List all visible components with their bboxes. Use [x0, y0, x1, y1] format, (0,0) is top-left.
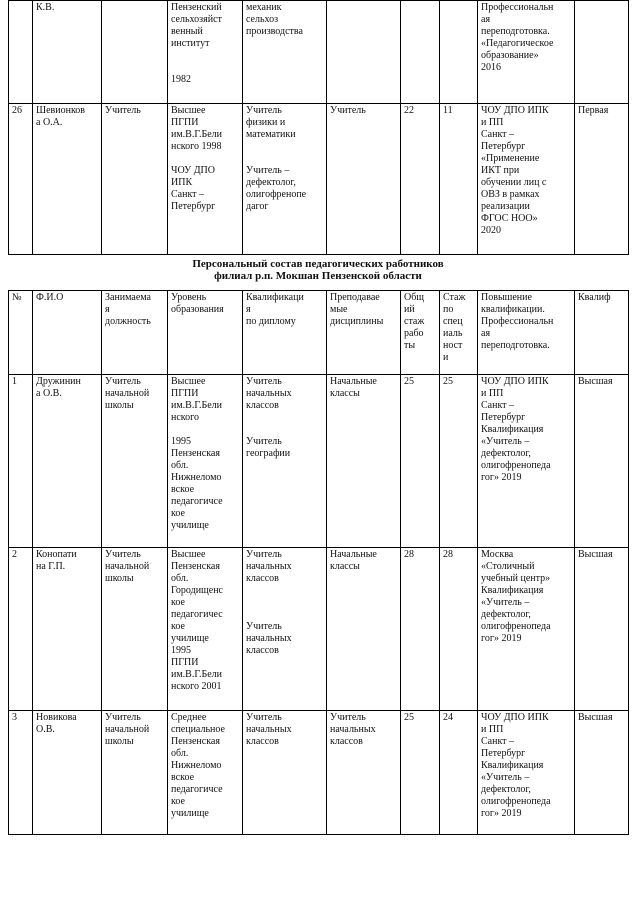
- table-cell: Среднее специальное Пензенская обл. Нижнеломо вское педагогичсе кое училище: [168, 711, 243, 835]
- table-cell: Высшая: [575, 711, 629, 835]
- table-cell: Профессиональн ая переподготовка. «Педагогическое образование» 2016: [478, 1, 575, 104]
- column-header: Занимаема я должность: [102, 291, 168, 375]
- column-header: Преподавае мые дисциплины: [327, 291, 401, 375]
- table-cell: 28: [401, 548, 440, 711]
- table-cell: Дружинин а О.В.: [33, 375, 102, 548]
- table-cell: 1: [9, 375, 33, 548]
- table-row: [9, 375, 629, 548]
- table-cell: 11: [440, 104, 478, 255]
- column-header: Квалиф: [575, 291, 629, 375]
- table-cell: Высшее ПГПИ им.В.Г.Бели нского 1998 ЧОУ ДПО ИПК Санкт – Петербург: [168, 104, 243, 255]
- column-header: Стаж по спец иаль ност и: [440, 291, 478, 375]
- table-cell: 3: [9, 711, 33, 835]
- table-cell: Учитель начальной школы: [102, 548, 168, 711]
- section-heading-line-2: филиал р.п. Мокшан Пензенской области: [214, 270, 422, 282]
- table-cell: [440, 1, 478, 104]
- table-cell: Учитель начальных классов: [327, 711, 401, 835]
- table-cell: Конопати на Г.П.: [33, 548, 102, 711]
- table-row: [9, 548, 629, 711]
- table-cell: 28: [440, 548, 478, 711]
- table-cell: ЧОУ ДПО ИПК и ПП Санкт – Петербург «Применение ИКТ при обучении лиц с ОВЗ в рамках реализации ФГОС НОО» 2020: [478, 104, 575, 255]
- column-header: Ф.И.О: [33, 291, 102, 375]
- table-cell: Шевионков а О.А.: [33, 104, 102, 255]
- column-header: Повышение квалификации. Профессиональн ая переподготовка.: [478, 291, 575, 375]
- table-cell: 24: [440, 711, 478, 835]
- table-cell: Первая: [575, 104, 629, 255]
- table-cell: Учитель: [102, 104, 168, 255]
- table-cell: 25: [401, 375, 440, 548]
- table-cell: 22: [401, 104, 440, 255]
- table-cell: Учитель начальных классов: [243, 711, 327, 835]
- table-cell: [575, 1, 629, 104]
- table-cell: Пензенский сельхозяйст венный институт 1982: [168, 1, 243, 104]
- table-cell: Высшее Пензенская обл. Городищенс кое педагогичес кое училище 1995 ПГПИ им.В.Г.Бели нского 2001: [168, 548, 243, 711]
- table-cell: ЧОУ ДПО ИПК и ПП Санкт – Петербург Квалификация «Учитель – дефектолог, олигофренопеда гог» 2019: [478, 711, 575, 835]
- table-row: [9, 1, 629, 104]
- table-cell: Учитель начальной школы: [102, 375, 168, 548]
- table-cell: [401, 1, 440, 104]
- column-header: №: [9, 291, 33, 375]
- table-cell: Москва «Столичный учебный центр» Квалификация «Учитель – дефектолог, олигофренопеда гог» 2019: [478, 548, 575, 711]
- table-cell: Новикова О.В.: [33, 711, 102, 835]
- table-header-row: [9, 291, 629, 375]
- column-header: Уровень образования: [168, 291, 243, 375]
- table-cell: Высшее ПГПИ им.В.Г.Бели нского 1995 Пензенская обл. Нижнеломо вское педагогичсе кое училище: [168, 375, 243, 548]
- table-cell: [102, 1, 168, 104]
- table-cell: механик сельхоз производства: [243, 1, 327, 104]
- table-cell: Учитель начальной школы: [102, 711, 168, 835]
- table-cell: Учитель начальных классов Учитель начальных классов: [243, 548, 327, 711]
- column-header: Общ ий стаж рабо ты: [401, 291, 440, 375]
- table-cell: Начальные классы: [327, 375, 401, 548]
- table-cell: К.В.: [33, 1, 102, 104]
- table-row: [9, 711, 629, 835]
- table-cell: Начальные классы: [327, 548, 401, 711]
- table-cell: 2: [9, 548, 33, 711]
- table-cell: Учитель начальных классов Учитель географии: [243, 375, 327, 548]
- table-cell: ЧОУ ДПО ИПК и ПП Санкт – Петербург Квалификация «Учитель – дефектолог, олигофренопеда гог» 2019: [478, 375, 575, 548]
- column-header: Квалификаци я по диплому: [243, 291, 327, 375]
- table-cell: Учитель физики и математики Учитель – дефектолог, олигофренопе дагог: [243, 104, 327, 255]
- staff-table-continued: [8, 0, 629, 255]
- table-cell: Высшая: [575, 375, 629, 548]
- table-cell: Высшая: [575, 548, 629, 711]
- staff-table-mokshan: [8, 290, 629, 835]
- table-cell: 25: [440, 375, 478, 548]
- table-cell: [327, 1, 401, 104]
- table-cell: Учитель: [327, 104, 401, 255]
- table-cell: [9, 1, 33, 104]
- table-cell: 26: [9, 104, 33, 255]
- table-row: [9, 104, 629, 255]
- section-heading-line-1: Персональный состав педагогических работников: [192, 258, 444, 270]
- table-cell: 25: [401, 711, 440, 835]
